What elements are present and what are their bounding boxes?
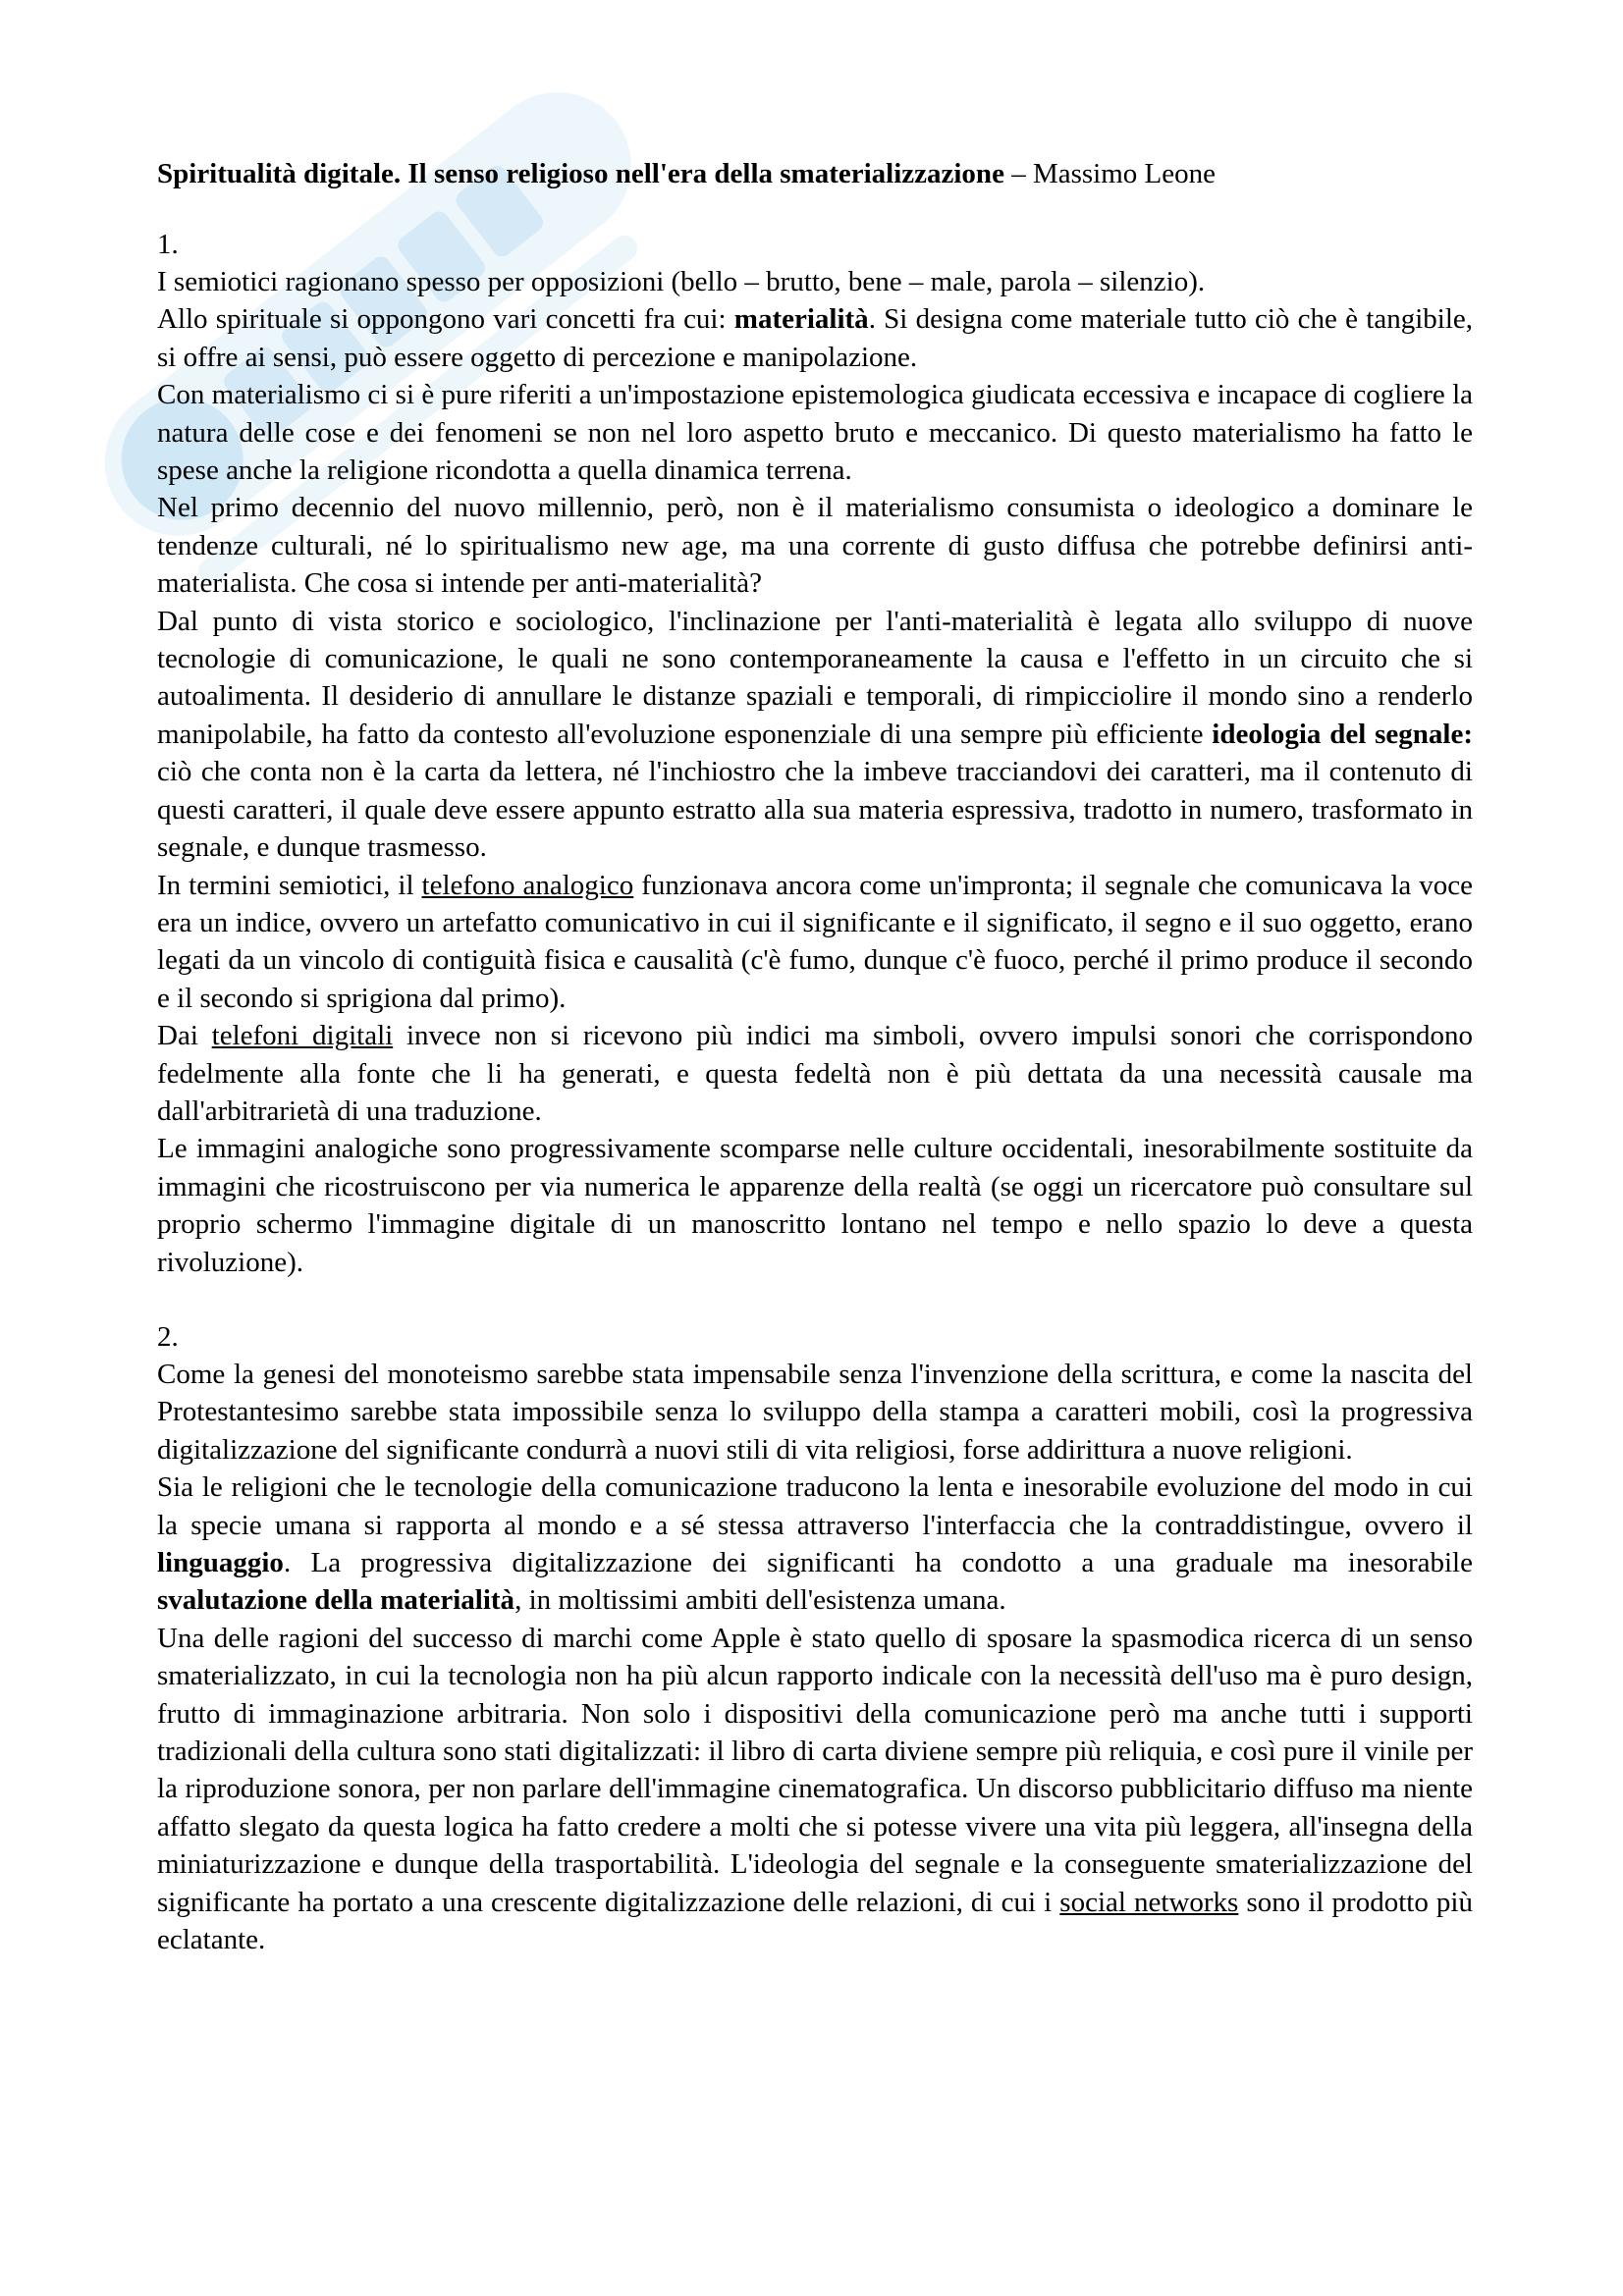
title-dash: – — [1003, 158, 1033, 189]
section-1-paragraph-1: I semiotici ragionano spesso per opposizioni (bello – brutto, bene – male, parola – silenzio). — [157, 266, 1206, 297]
underlined-telefono-analogico: telefono analogico — [421, 869, 634, 901]
section-2-paragraph-2: Sia le religioni che le tecnologie della comunicazione traducono la lenta e inesorabile evoluzione del modo in cui la specie umana si rapporta al mondo e a sé stessa attraverso l'interfaccia che la contraddistingue, ovvero il linguaggio. La progressiva digitalizzazione dei significanti ha condotto a una graduale ma inesorabile svalutazione della materialità, in moltissimi ambiti dell'esistenza umana. — [157, 1471, 1473, 1617]
section-1-paragraph-4: Nel primo decennio del nuovo millennio, però, non è il materialismo consumista o ideologico a dominare le tendenze culturali, né lo spiritualismo new age, ma una corrente di gusto diffusa che potrebbe definirsi anti-materialista. Che cosa si intende per anti-materialità? — [157, 492, 1473, 600]
bold-ideologia-segnale: ideologia del segnale: — [1212, 718, 1473, 750]
section-2-paragraph-1: Come la genesi del monoteismo sarebbe stata impensabile senza l'invenzione della scrittura, e come la nascita del Protestantesimo sarebbe stata impossibile senza lo sviluppo della stampa a caratteri mobili, così la progressiva digitalizzazione del significante condurrà a nuovi stili di vita religiosi, forse addirittura a nuove religioni. — [157, 1358, 1473, 1466]
section-1-paragraph-8: Le immagini analogiche sono progressivamente scomparse nelle culture occidentali, inesorabilmente sostituite da immagini che ricostruiscono per via numerica le apparenze della realtà (se oggi un ricercatore può consultare sul proprio schermo l'immagine digitale di un manoscritto lontano nel tempo e nello spazio lo deve a questa rivoluzione). — [157, 1133, 1473, 1278]
section-1-number: 1. — [157, 229, 179, 260]
section-2-paragraph-3: Una delle ragioni del successo di marchi come Apple è stato quello di sposare la spasmodica ricerca di un senso smaterializzato, in cui la tecnologia non ha più alcun rapporto indicale con la necessità dell'uso ma è puro design, frutto di immaginazione arbitraria. Non solo i dispositivi della comunicazione però ma anche tutti i supporti tradizionali della cultura sono stati digitalizzati: il libro di carta diviene sempre più reliquia, e così pure il vinile per la riproduzione sonora, per non parlare dell'immagine cinematografica. Un discorso pubblicitario diffuso ma niente affatto slegato da questa logica ha fatto credere a molti che si potesse vivere una vita più leggera, all'insegna della miniaturizzazione e dunque della trasportabilità. L'ideologia del segnale e la conseguente smaterializzazione del significante ha portato a una crescente digitalizzazione delle relazioni, di cui i social networks sono il prodotto più eclatante. — [157, 1622, 1473, 1956]
section-1-paragraph-6: In termini semiotici, il telefono analogico funzionava ancora come un'impronta; il segnale che comunicava la voce era un indice, ovvero un artefatto comunicativo in cui il significante e il significato, il segno e il suo oggetto, erano legati da un vincolo di contiguità fisica e causalità (c'è fumo, dunque c'è fuoco, perché il primo produce il secondo e il secondo si sprigiona dal primo). — [157, 869, 1474, 1014]
document-title — [157, 155, 1473, 192]
section-2-number: 2. — [157, 1320, 179, 1353]
section-1-paragraph-3: Con materialismo ci si è pure riferiti a un'impostazione epistemologica giudicata eccessiva e incapace di cogliere la natura delle cose e dei fenomeni se non nel loro aspetto bruto e meccanico. Di questo materialismo ha fatto le spese anche la religione ricondotta a quella dinamica terrena. — [157, 379, 1473, 487]
title-main: Spiritualità digitale. Il senso religioso nell'era della smaterializzazione — [157, 158, 1004, 189]
underlined-telefoni-digitali: telefoni digitali — [211, 1020, 394, 1052]
title-author: Massimo Leone — [1032, 158, 1216, 189]
bold-linguaggio: linguaggio — [157, 1547, 284, 1578]
section-spacer — [157, 1281, 1473, 1318]
document-page — [157, 155, 1473, 1958]
section-1-paragraph-2: Allo spirituale si oppongono vari concetti fra cui: materialità. Si designa come materiale tutto ciò che è tangibile, si offre ai sensi, può essere oggetto di percezione e manipolazione. — [157, 303, 1473, 373]
section-1-paragraph-5: Dal punto di vista storico e sociologico, l'inclinazione per l'anti-materialità è legata allo sviluppo di nuove tecnologie di comunicazione, le quali ne sono contemporaneamente la causa e l'effetto in un circuito che si autoalimenta. Il desiderio di annullare le distanze spaziali e temporali, di rimpicciolire il mondo sino a renderlo manipolabile, ha fatto da contesto all'evoluzione esponenziale di una sempre più efficiente ideologia del segnale: ciò che conta non è la carta da lettera, né l'inchiostro che la imbeve tracciandovi dei caratteri, ma il contenuto di questi caratteri, il quale deve essere appunto estratto alla sua materia espressiva, tradotto in numero, trasformato in segnale, e dunque trasmesso. — [157, 605, 1473, 864]
underlined-social-networks: social networks — [1059, 1886, 1239, 1918]
section-1-paragraph-7: Dai telefoni digitali invece non si ricevono più indici ma simboli, ovvero impulsi sonori che corrispondono fedelmente alla fonte che li ha generati, e questa fedeltà non è più dettata da una necessità causale ma dall'arbitrarietà di una traduzione. — [157, 1020, 1473, 1127]
bold-materialita: materialità — [733, 303, 869, 336]
bold-svalutazione-materialita: svalutazione della materialità — [157, 1584, 515, 1617]
